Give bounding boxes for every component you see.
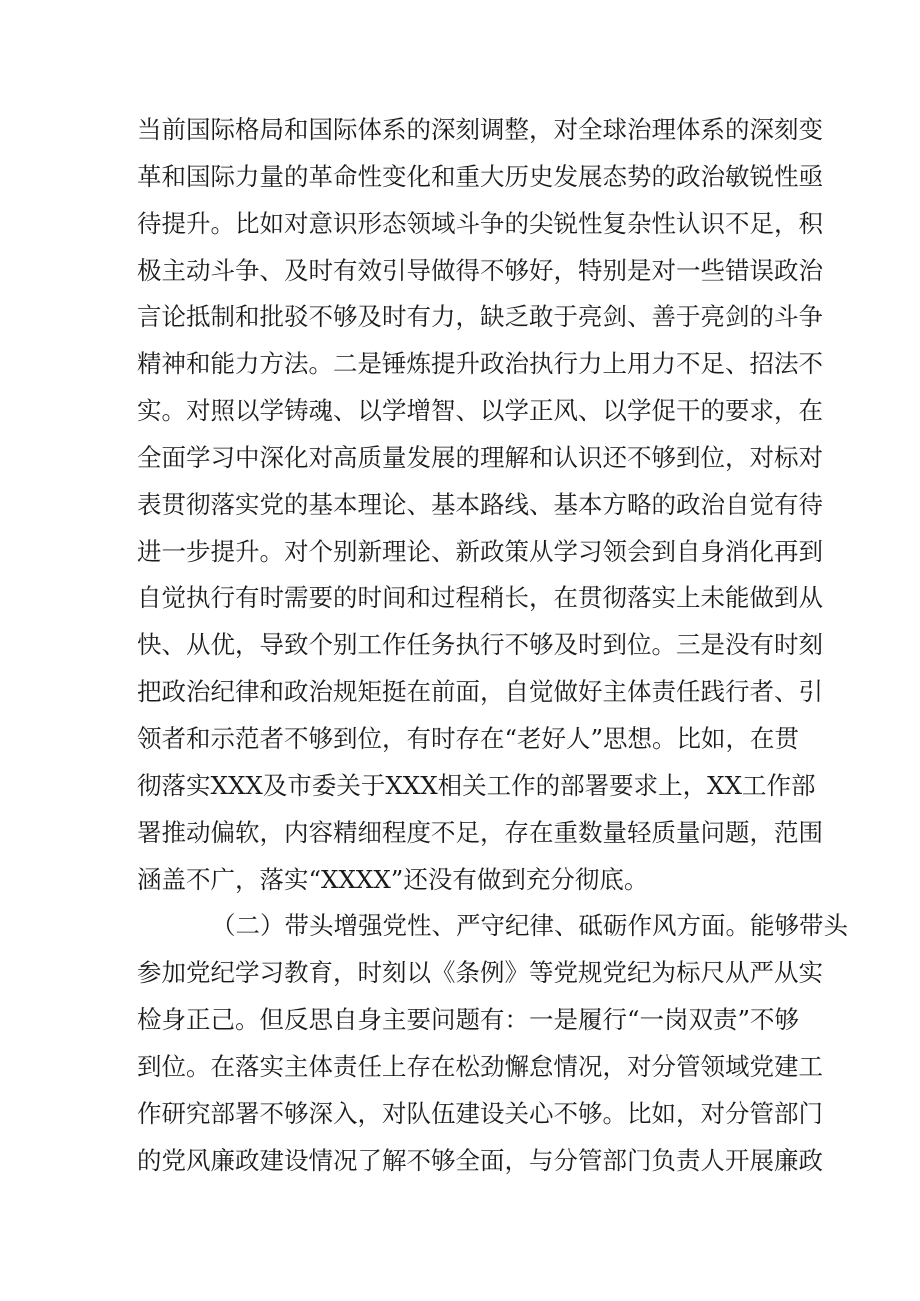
text-line: 作研究部署不够深入，对队伍建设关心不够。比如，对分管部门 (137, 1098, 823, 1128)
text-line: 参加党纪学习教育，时刻以《条例》等党规党纪为标尺从严从实 (137, 958, 823, 988)
text-line: 极主动斗争、及时有效引导做得不够好，特别是对一些错误政治 (137, 255, 823, 285)
text-line: 自觉执行有时需要的时间和过程稍长，在贯彻落实上未能做到从 (137, 583, 823, 613)
text-line: 彻落实XXX及市委关于XXX相关工作的部署要求上，XX工作部 (137, 770, 816, 800)
text-line: 的党风廉政建设情况了解不够全面，与分管部门负责人开展廉政 (137, 1145, 823, 1175)
text-line: 领者和示范者不够到位，有时存在“老好人”思想。比如，在贯 (137, 723, 800, 753)
text-line: 把政治纪律和政治规矩挺在前面，自觉做好主体责任践行者、引 (137, 677, 823, 707)
text-line: 待提升。比如对意识形态领域斗争的尖锐性复杂性认识不足，积 (137, 208, 823, 238)
section-heading-line: （二）带头增强党性、严守纪律、砥砺作风方面。能够带头 (211, 911, 848, 941)
text-line: 精神和能力方法。二是锤炼提升政治执行力上用力不足、招法不 (137, 349, 823, 379)
text-line: 署推动偏软，内容精细程度不足，存在重数量轻质量问题，范围 (137, 817, 823, 847)
text-line: 到位。在落实主体责任上存在松劲懈怠情况，对分管领域党建工 (137, 1051, 823, 1081)
body-text (137, 107, 848, 1184)
text-line: 表贯彻落实党的基本理论、基本路线、基本方略的政治自觉有待 (137, 489, 823, 519)
text-line: 快、从优，导致个别工作任务执行不够及时到位。三是没有时刻 (137, 630, 823, 660)
text-line: 涵盖不广，落实“XXXX”还没有做到充分彻底。 (137, 864, 649, 894)
text-line: 检身正己。但反思自身主要问题有：一是履行“一岗双责”不够 (137, 1005, 800, 1035)
text-line: 实。对照以学铸魂、以学增智、以学正风、以学促干的要求，在 (137, 396, 823, 426)
text-line: 全面学习中深化对高质量发展的理解和认识还不够到位，对标对 (137, 442, 823, 472)
text-line: 言论抵制和批驳不够及时有力，缺乏敢于亮剑、善于亮剑的斗争 (137, 302, 823, 332)
text-line: 当前国际格局和国际体系的深刻调整，对全球治理体系的深刻变 (137, 115, 823, 144)
text-line: 革和国际力量的革命性变化和重大历史发展态势的政治敏锐性亟 (137, 161, 823, 191)
text-line: 进一步提升。对个别新理论、新政策从学习领会到自身消化再到 (137, 536, 823, 566)
